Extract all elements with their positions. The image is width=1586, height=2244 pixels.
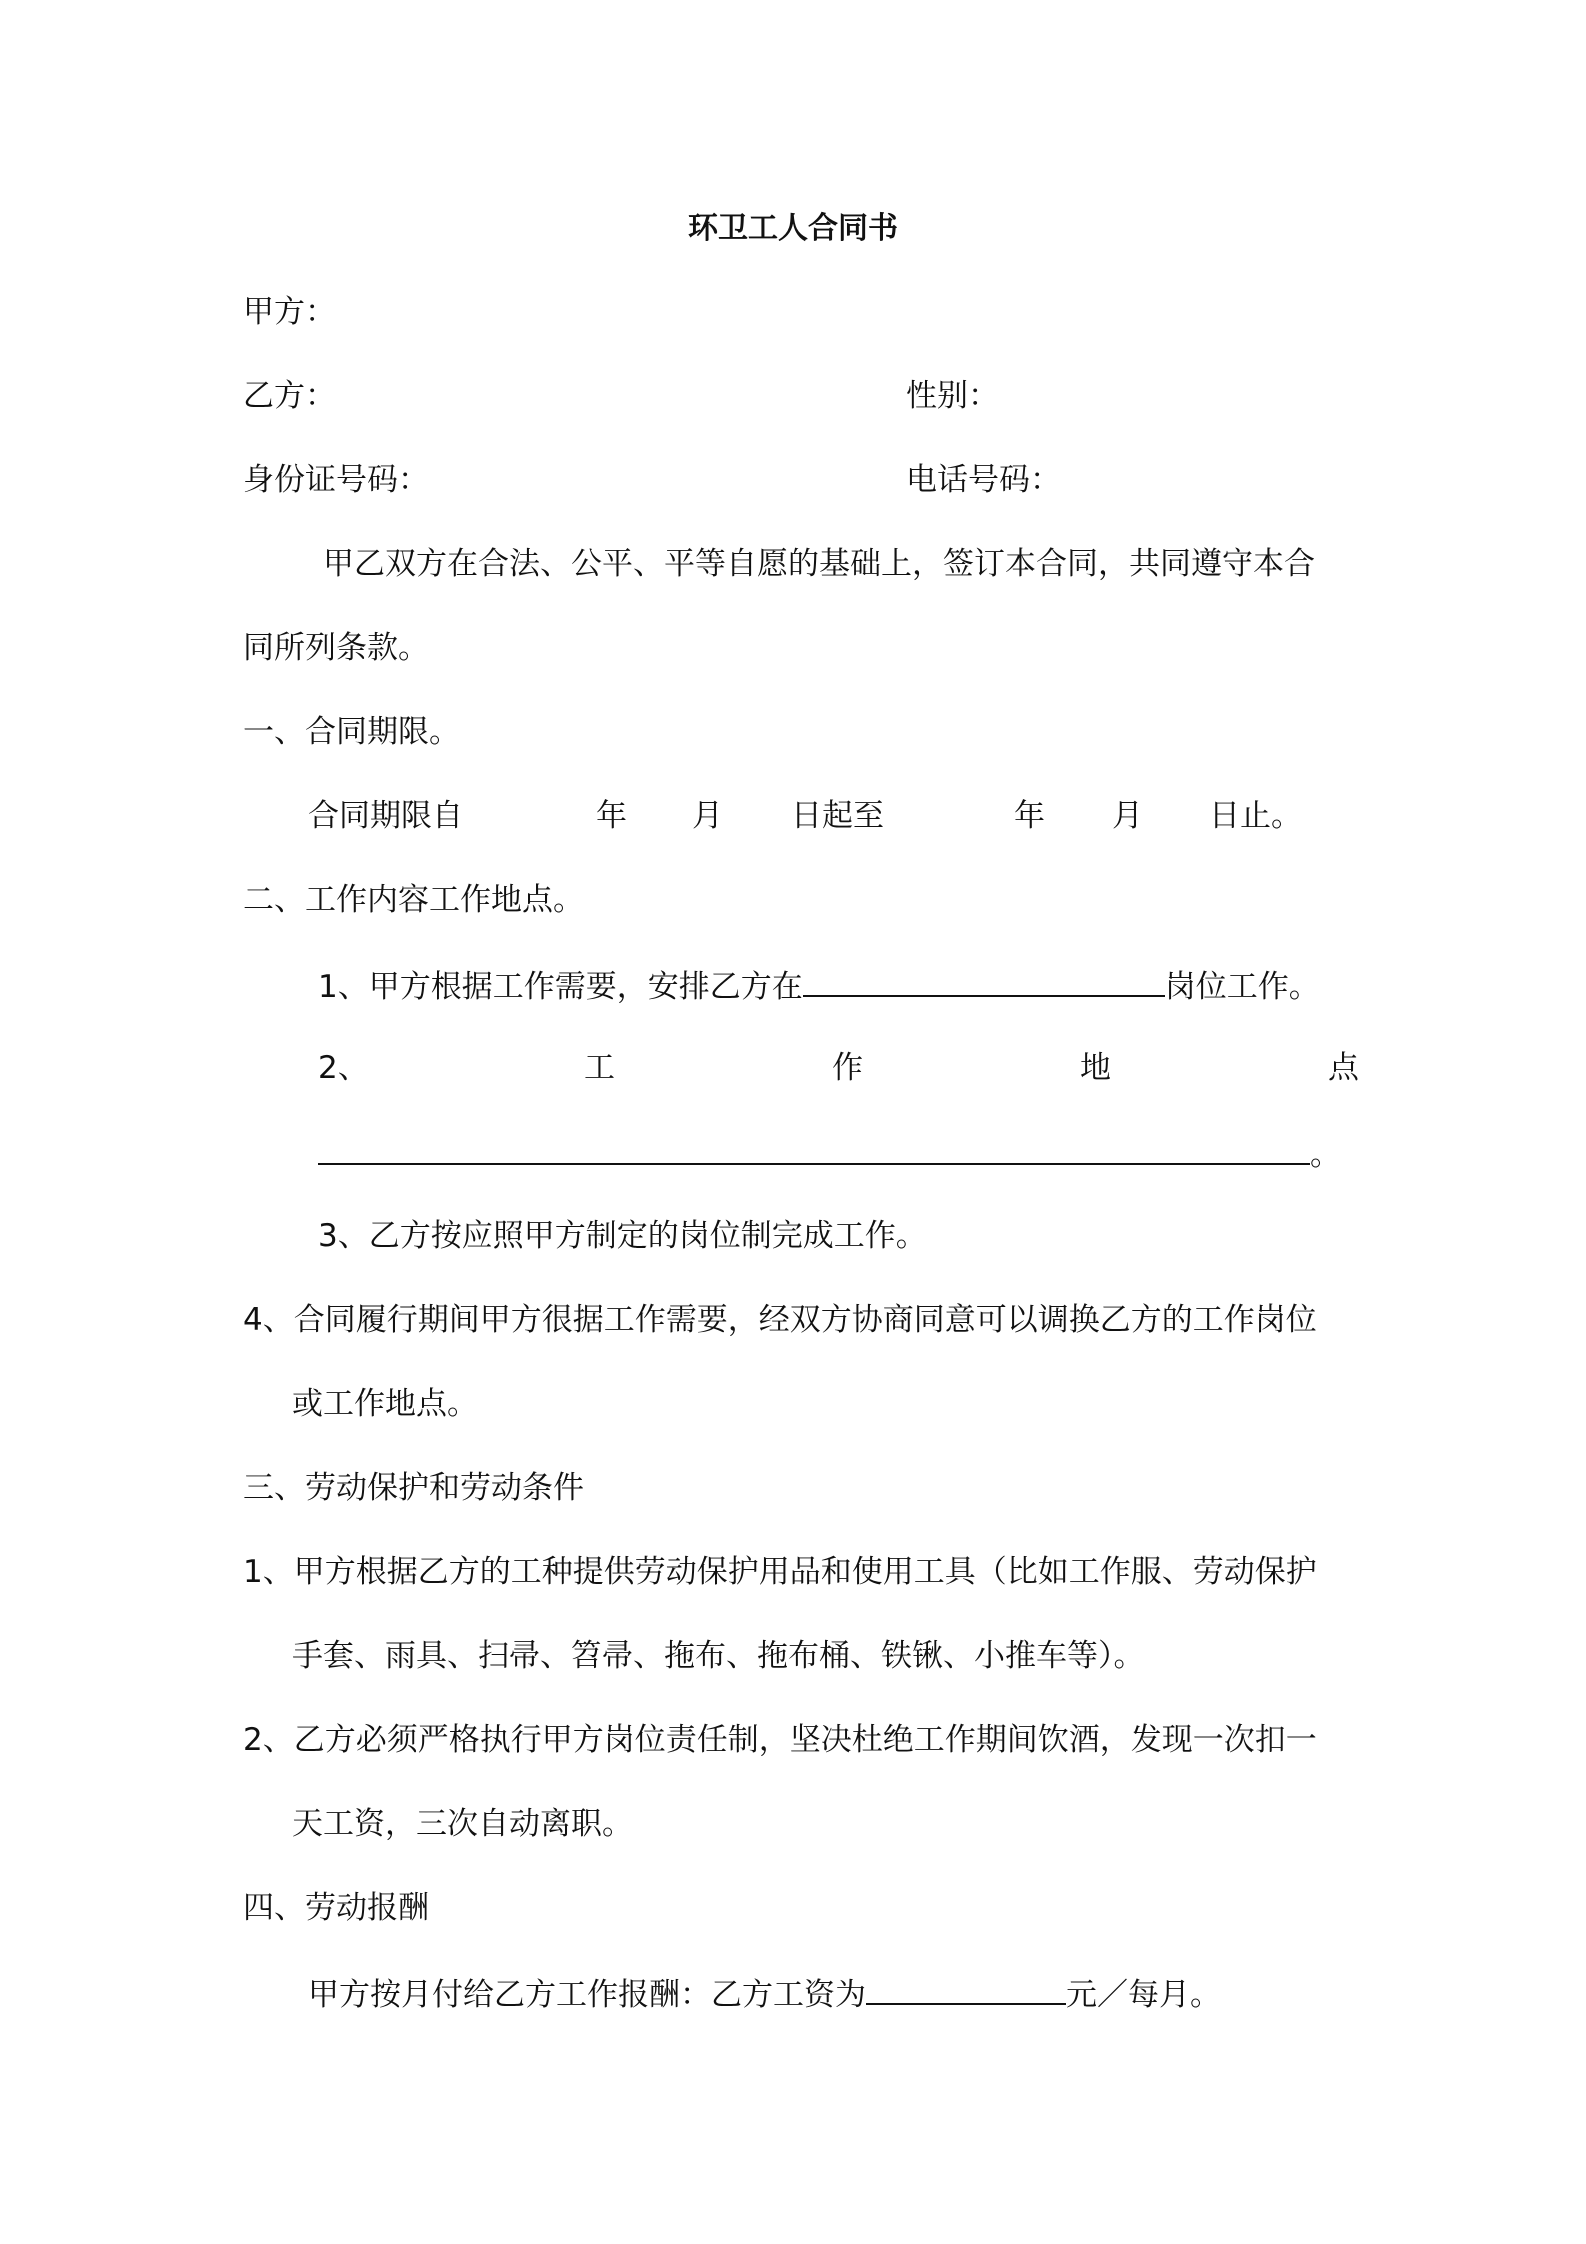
workplace-line-end: 。 <box>1310 1137 1341 1173</box>
term-end-day: 日止。 <box>1209 798 1302 834</box>
term-start-day: 日起至 <box>791 798 884 834</box>
section-4-heading: 四、劳动报酬 <box>243 1890 429 1926</box>
item-2-3: 3、乙方按应照甲方制定的岗位制完成工作。 <box>318 1218 927 1254</box>
workplace-line <box>318 1137 1341 1171</box>
term-start-year: 年 <box>596 798 627 834</box>
item-2-1 <box>318 969 1320 1003</box>
section-1-heading: 一、合同期限。 <box>243 714 460 750</box>
item-2-1-prefix: 1、甲方根据工作需要，安排乙方在 <box>318 969 803 1005</box>
item-3-1-line-2: 手套、雨具、扫帚、笤帚、拖布、拖布桶、铁锹、小推车等）。 <box>292 1638 1145 1674</box>
gender-label: 性别： <box>906 378 999 414</box>
item-2-2-word-3: 地 <box>1080 1050 1111 1086</box>
term-from: 合同期限自 <box>308 798 463 834</box>
page-title: 环卫工人合同书 <box>688 211 898 246</box>
section-2-heading: 二、工作内容工作地点。 <box>243 882 584 918</box>
salary-blank <box>866 1977 1066 2005</box>
section-3-heading: 三、劳动保护和劳动条件 <box>243 1470 584 1506</box>
phone-label: 电话号码： <box>906 462 1061 498</box>
pay-suffix: 元／每月。 <box>1066 1977 1221 2013</box>
workplace-blank <box>318 1137 1310 1165</box>
item-2-2-number: 2、 <box>318 1050 369 1086</box>
item-3-2-line-2: 天工资，三次自动离职。 <box>292 1806 633 1842</box>
item-3-2-line-1: 2、乙方必须严格执行甲方岗位责任制，坚决杜绝工作期间饮酒，发现一次扣一 <box>243 1722 1317 1758</box>
party-a-label: 甲方： <box>243 294 336 330</box>
pay-prefix: 甲方按月付给乙方工作报酬：乙方工资为 <box>308 1977 866 2013</box>
intro-line-1: 甲乙双方在合法、公平、平等自愿的基础上，签订本合同，共同遵守本合 <box>323 546 1315 582</box>
intro-line-2: 同所列条款。 <box>243 630 429 666</box>
term-end-month: 月 <box>1112 798 1143 834</box>
term-end-year: 年 <box>1014 798 1045 834</box>
position-blank <box>803 969 1165 997</box>
item-3-1-line-1: 1、甲方根据乙方的工种提供劳动保护用品和使用工具（比如工作服、劳动保护 <box>243 1554 1317 1590</box>
pay-line <box>308 1977 1221 2011</box>
item-2-4-line-2: 或工作地点。 <box>292 1386 478 1422</box>
item-2-2-word-1: 工 <box>584 1050 615 1086</box>
item-2-4-line-1: 4、合同履行期间甲方很据工作需要，经双方协商同意可以调换乙方的工作岗位 <box>243 1302 1317 1338</box>
item-2-2-word-2: 作 <box>832 1050 863 1086</box>
item-2-2-word-4: 点 <box>1328 1050 1359 1086</box>
id-number-label: 身份证号码： <box>243 462 429 498</box>
term-start-month: 月 <box>692 798 723 834</box>
item-2-1-suffix: 岗位工作。 <box>1164 969 1320 1005</box>
party-b-label: 乙方： <box>243 378 336 414</box>
